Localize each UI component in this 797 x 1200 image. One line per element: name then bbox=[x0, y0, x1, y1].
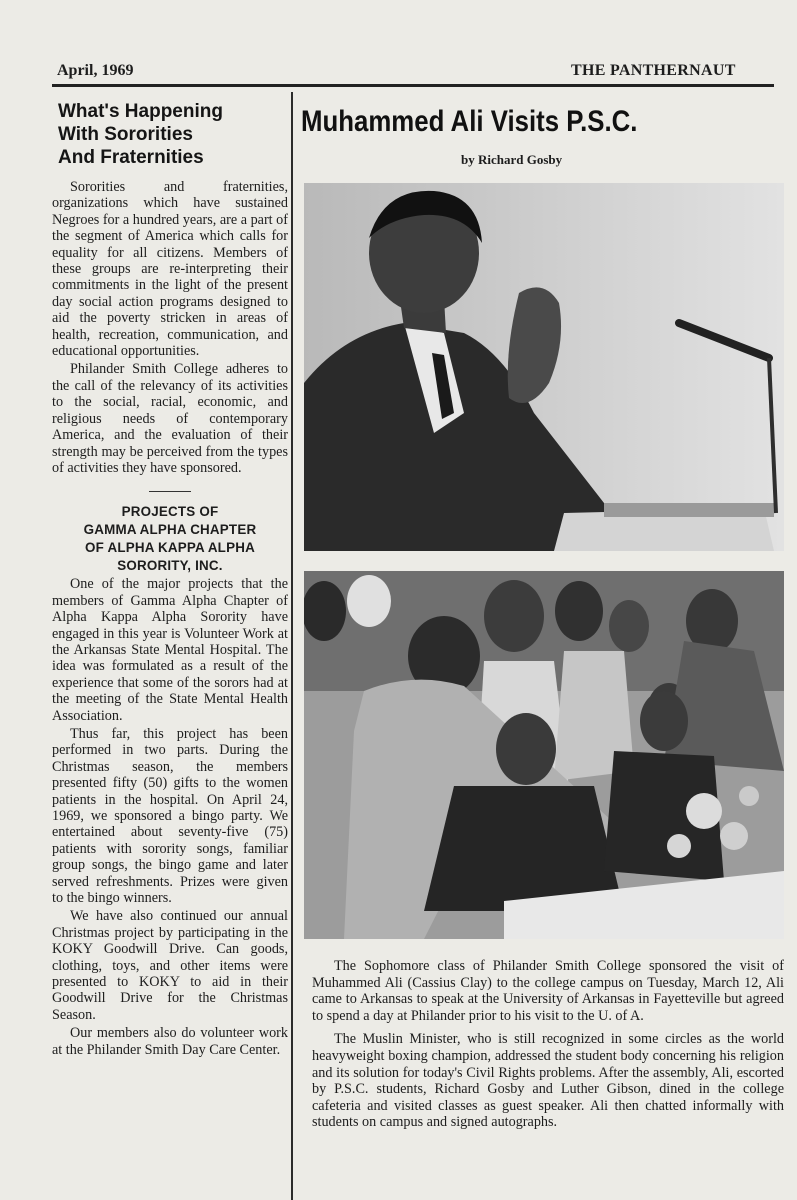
speaker-photo bbox=[304, 183, 784, 551]
main-headline: Muhammed Ali Visits P.S.C. bbox=[301, 105, 638, 138]
subhead-line: PROJECTS OF bbox=[121, 504, 219, 520]
column-divider bbox=[291, 92, 293, 1200]
subhead-line: SORORITY, INC. bbox=[117, 558, 223, 574]
crowd-photo bbox=[304, 571, 784, 939]
photo-caption bbox=[312, 958, 784, 1138]
article-paragraph: One of the major projects that the members of Gamma Alpha Chapter of Alpha Kappa Alpha Sorority have engaged in this year is Volunteer Work at the Arkansas State Mental Hospital. The idea was formulated as a result of the experience that some of the sorors had at the meeting of the State Mental Health Association. bbox=[52, 576, 288, 724]
section-divider bbox=[149, 491, 191, 492]
subhead-line: GAMMA ALPHA CHAPTER bbox=[83, 522, 257, 538]
subhead-line: OF ALPHA KAPPA ALPHA bbox=[85, 540, 255, 556]
article-paragraph: Sororities and fraternities, organizations which have sustained Negroes for a hundred years, are a part of the segment of America which calls for equality for all citizens. Members of these groups are re-interpreting their commitments in the light of the present day social action programs designed to aid the poverty stricken in areas of health, recreation, communication, and educational opportunities. bbox=[52, 179, 288, 360]
publication-name: THE PANTHERNAUT bbox=[571, 62, 736, 79]
headline-line: And Fraternities bbox=[58, 147, 204, 168]
headline-line: What's Happening bbox=[58, 101, 223, 122]
header-rule bbox=[52, 84, 774, 87]
crowd-photo-illustration bbox=[304, 571, 784, 939]
projects-subhead bbox=[52, 504, 288, 574]
article-paragraph: Our members also do volunteer work at the Philander Smith Day Care Center. bbox=[52, 1025, 288, 1058]
sororities-headline bbox=[58, 100, 288, 169]
article-paragraph: We have also continued our annual Christmas project by participating in the KOKY Goodwill Drive. Can goods, clothing, toys, and other items were presented to KOKY to aid in their Goodwill Drive for the Christmas Season. bbox=[52, 908, 288, 1023]
issue-date: April, 1969 bbox=[57, 62, 134, 79]
headline-line: With Sororities bbox=[58, 124, 193, 145]
speaker-photo-illustration bbox=[304, 183, 784, 551]
caption-paragraph: The Muslin Minister, who is still recognized in some circles as the world heavyweight boxing champion, addressed the student body concerning his religion and its solution for today's Civil Rights problems. After the assembly, Ali, escorted by P.S.C. students, Richard Gosby and Luther Gibson, dined in the college cafeteria and visited classes as guest speaker. Ali then chatted informally with students on campus and signed autographs. bbox=[312, 1031, 784, 1131]
byline: by Richard Gosby bbox=[461, 152, 563, 167]
article-paragraph: Thus far, this project has been performed in two parts. During the Christmas season, the members presented fifty (50) gifts to the women patients in the hospital. On April 24, 1969, we sponsored a bingo party. We entertained about seventy-five (75) patients with sorority songs, familiar group songs, the bingo game and later served refreshments. Prizes were given to the bingo winners. bbox=[52, 725, 288, 907]
caption-paragraph: The Sophomore class of Philander Smith College sponsored the visit of Muhammed Ali (Cassius Clay) to the college campus on Tuesday, March 12, Ali came to Arkansas to speak at the University of Arkansas in Fayetteville but agreed to spend a day at Philander prior to his visit to the U. of A. bbox=[312, 958, 784, 1024]
article-paragraph: Philander Smith College adheres to the call of the relevancy of its activities to the social, racial, economic, and religious needs of contemporary America, and the evaluation of their strength may be perceived from the types of activities they have sponsored. bbox=[52, 361, 288, 476]
left-column bbox=[52, 100, 288, 1060]
